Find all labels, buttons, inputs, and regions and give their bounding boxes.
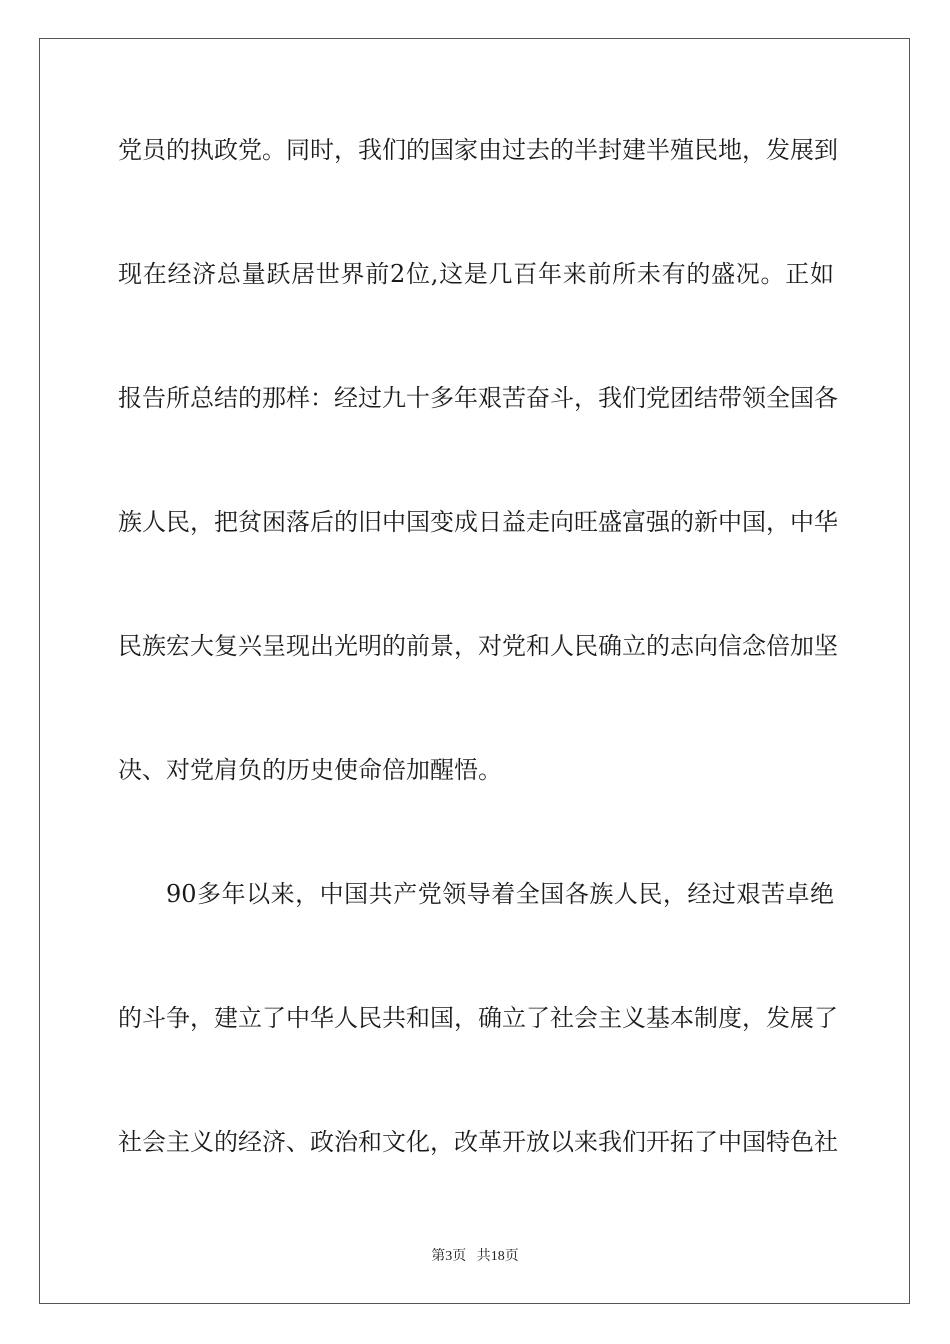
text-line-9: 社会主义的经济、政治和文化，改革开放以来我们开拓了中国特色社 [118, 1128, 838, 1156]
text-line-2: 现在经济总量跃居世界前2位,这是几百年来前所未有的盛况。正如 [118, 260, 834, 288]
text-line-6: 决、对党肩负的历史使命倍加醒悟。 [118, 756, 502, 784]
page-border [39, 38, 910, 1304]
text-line-5: 民族宏大复兴呈现出光明的前景，对党和人民确立的志向信念倍加坚 [118, 632, 838, 660]
text-line-1: 党员的执政党。同时，我们的国家由过去的半封建半殖民地，发展到 [118, 136, 838, 164]
text-line-7: 90多年以来，中国共产党领导着全国各族人民，经过艰苦卓绝 [166, 880, 834, 908]
page-number-footer: 第3页 共18页 [431, 1249, 519, 1264]
text-line-8: 的斗争，建立了中华人民共和国，确立了社会主义基本制度，发展了 [118, 1004, 838, 1032]
text-line-3: 报告所总结的那样：经过九十多年艰苦奋斗，我们党团结带领全国各 [118, 384, 838, 412]
text-line-4: 族人民，把贫困落后的旧中国变成日益走向旺盛富强的新中国，中华 [118, 508, 838, 536]
